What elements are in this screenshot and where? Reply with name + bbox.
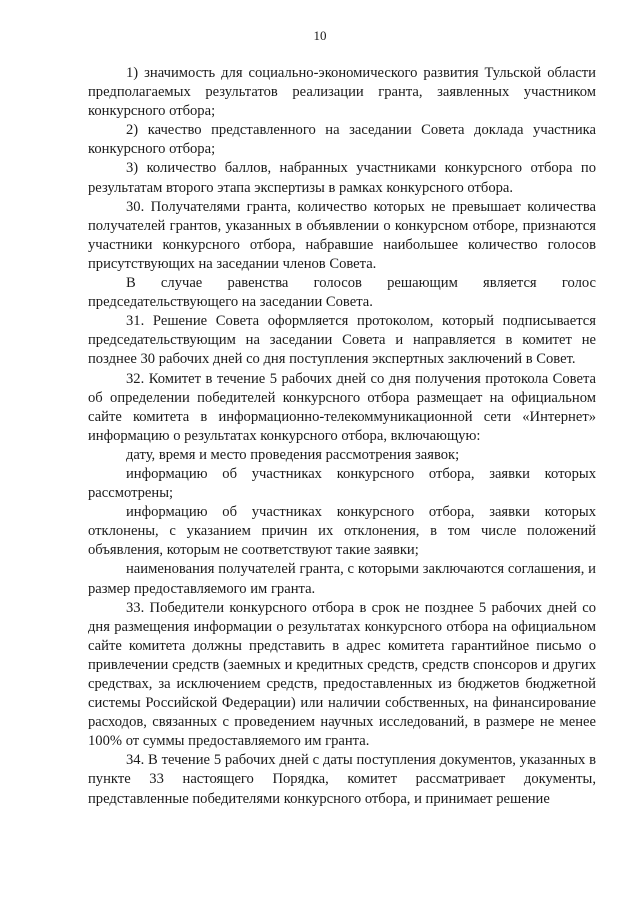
paragraph-criterion-3: 3) количество баллов, набранных участниками конкурсного отбора по результатам второго этапа экспертизы в рамках конкурсного отбора.: [88, 160, 596, 196]
paragraph-clause-32: 32. Комитет в течение 5 рабочих дней со дня получения протокола Совета об определении победителей конкурсного отбора размещает на официальном сайте комитета в информационно-телекоммуникационной сети «Интернет» информацию о результатах конкурсного отбора, включающую:: [88, 370, 596, 444]
paragraph-tie-vote: В случае равенства голосов решающим является голос председательствующего на заседании Совета.: [88, 275, 596, 311]
paragraph-item-date: дату, время и место проведения рассмотрения заявок;: [126, 446, 460, 463]
paragraph-clause-34: 34. В течение 5 рабочих дней с даты поступления документов, указанных в пункте 33 настоящего Порядка, комитет рассматривает документы, представленные победителями конкурсного отбора, и принимает решение: [88, 752, 596, 807]
page-number: 10: [313, 28, 327, 43]
document-body: [88, 64, 596, 809]
paragraph-criterion-1: 1) значимость для социально-экономического развития Тульской области предполагаемых результатов реализации гранта, заявленных участником конкурсного отбора;: [88, 65, 596, 120]
paragraph-item-recipients: наименования получателей гранта, с которыми заключаются соглашения, и размер предоставляемого им гранта.: [88, 561, 596, 597]
paragraph-criterion-2: 2) качество представленного на заседании Совета доклада участника конкурсного отбора;: [88, 122, 596, 158]
paragraph-item-reviewed: информацию об участниках конкурсного отбора, заявки которых рассмотрены;: [88, 465, 596, 502]
paragraph-clause-33: 33. Победители конкурсного отбора в срок не позднее 5 рабочих дней со дня размещения информации о результатах конкурсного отбора на официальном сайте комитета должны представить в адрес комитета гарантийное письмо о привлечении средств (заемных и кредитных средств, средств спонсоров и других средствах, за исключением средств, предоставленных из бюджетов бюджетной системы Российской Федерации) или наличии собственных, на финансирование расходов, связанных с проведением научных исследований, в размере не менее 100% от суммы предоставляемого им гранта.: [88, 599, 596, 750]
paragraph-clause-31: 31. Решение Совета оформляется протоколом, который подписывается председательствующим на заседании Совета и направляется в комитет не позднее 30 рабочих дней со дня поступления экспертных заключений в Совет.: [88, 313, 596, 368]
paragraph-clause-30: 30. Получателями гранта, количество которых не превышает количества получателей грантов, указанных в объявлении о конкурсном отборе, признаются участники конкурсного отбора, набравшие наибольшее количество голосов присутствующих на заседании членов Совета.: [88, 198, 596, 272]
paragraph-item-rejected: информацию об участниках конкурсного отбора, заявки которых отклонены, с указанием причин их отклонения, в том числе положений объявления, которым не соответствуют такие заявки;: [88, 504, 596, 559]
